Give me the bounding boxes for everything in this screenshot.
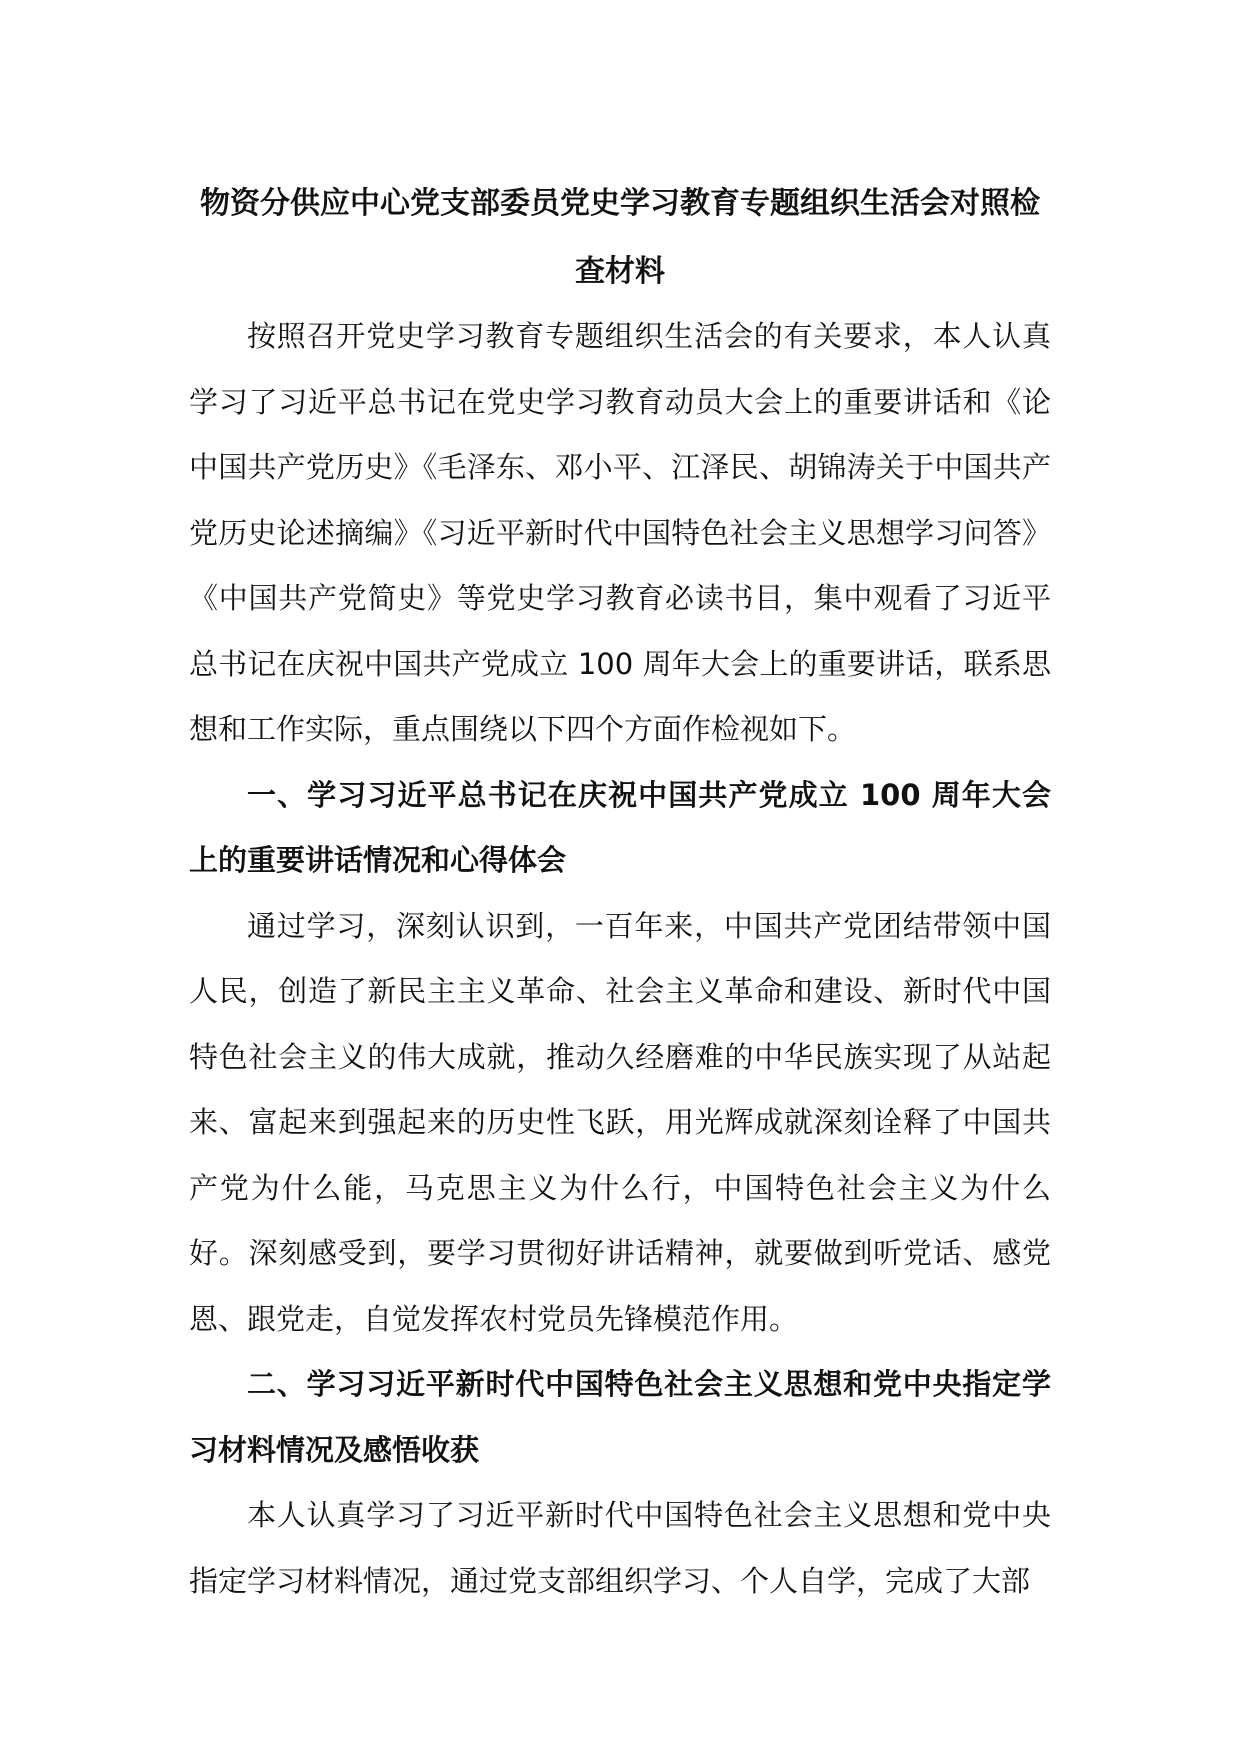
section-heading-1: 一、学习习近平总书记在庆祝中国共产党成立 100 周年大会上的重要讲话情况和心得体会 [189,777,1051,877]
document-title: 物资分供应中心党支部委员党史学习教育专题组织生活会对照检查材料 [200,186,1040,289]
intro-paragraph: 按照召开党史学习教育专题组织生活会的有关要求，本人认真学习了习近平总书记在党史学习教育动员大会上的重要讲话和《论中国共产党历史》《毛泽东、邓小平、江泽民、胡锦涛关于中国共产党历史论述摘编》《习近平新时代中国特色社会主义思想学习问答》《中国共产党简史》等党史学习教育必读书目，集中观看了习近平总书记在庆祝中国共产党成立 100 周年大会上的重要讲话，联系思想和工作实际，重点围绕以下四个方面作检视如下。 [189,319,1051,746]
section-heading-2: 二、学习习近平新时代中国特色社会主义思想和党中央指定学习材料情况及感悟收获 [189,1367,1051,1467]
document-body [189,170,1051,1614]
section-2-paragraph: 本人认真学习了习近平新时代中国特色社会主义思想和党中央指定学习材料情况，通过党支部组织学习、个人自学，完成了大部 [189,1498,1051,1598]
section-1-paragraph: 通过学习，深刻认识到，一百年来，中国共产党团结带领中国人民，创造了新民主主义革命、社会主义革命和建设、新时代中国特色社会主义的伟大成就，推动久经磨难的中华民族实现了从站起来、富起来到强起来的历史性飞跃，用光辉成就深刻诠释了中国共产党为什么能，马克思主义为什么行，中国特色社会主义为什么好。深刻感受到，要学习贯彻好讲话精神，就要做到听党话、感党恩、跟党走，自觉发挥农村党员先锋模范作用。 [189,908,1051,1336]
